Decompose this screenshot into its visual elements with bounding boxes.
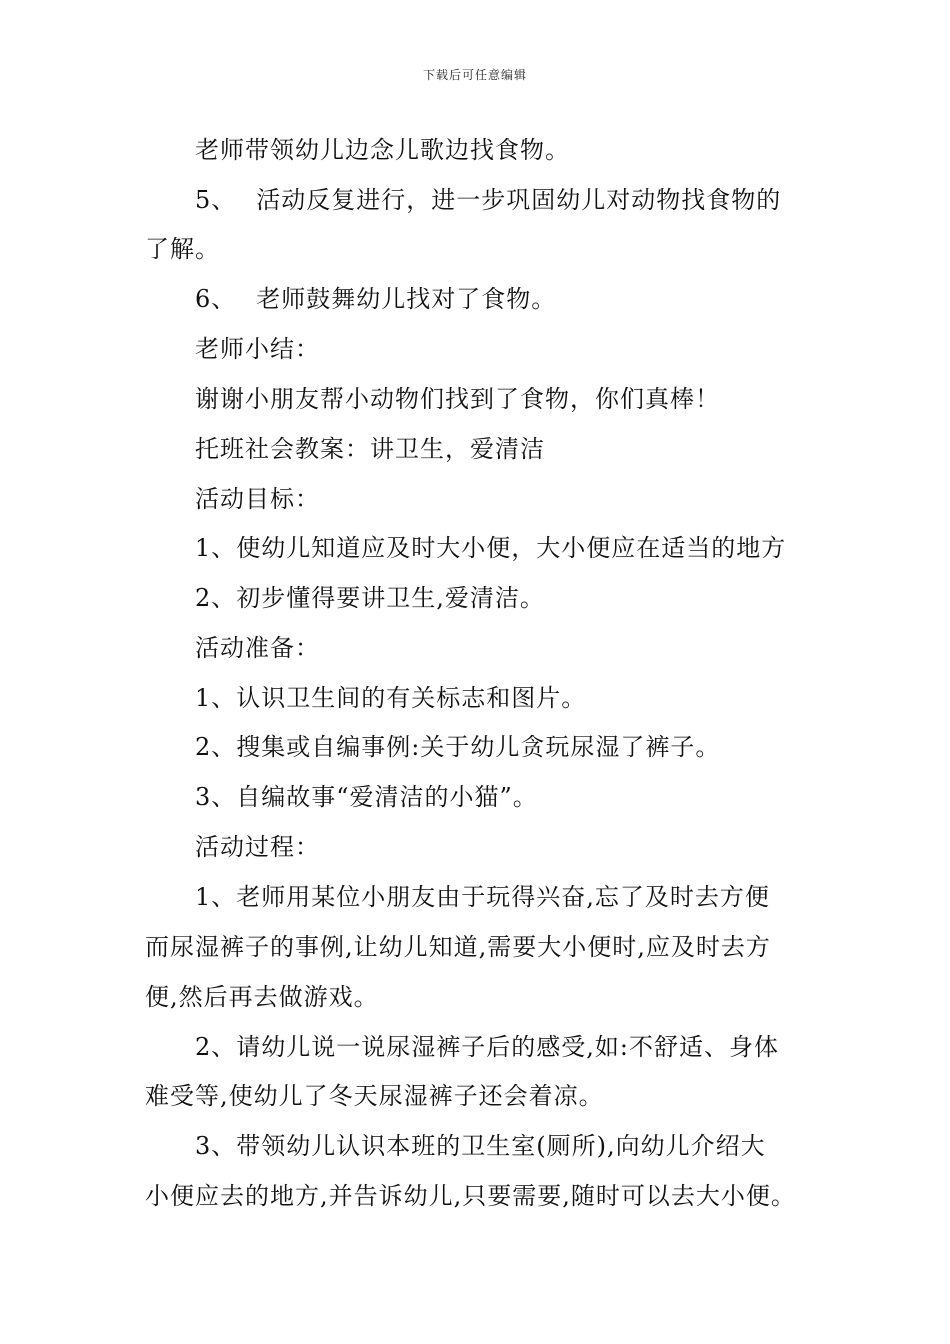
document-title: 托班社会教案：讲卫生，爱清洁 (195, 435, 545, 463)
text-line: 3、带领幼儿认识本班的卫生室(厕所),向幼儿介绍大 (195, 1132, 766, 1160)
text-line: 而尿湿裤子的事例,让幼儿知道,需要大小便时,应及时去方 (145, 933, 771, 961)
text-line: 2、请幼儿说一说尿湿裤子后的感受,如:不舒适、身体 (195, 1033, 779, 1061)
text-line: 1、老师用某位小朋友由于玩得兴奋,忘了及时去方便 (195, 883, 770, 911)
numbered-paragraph (195, 284, 556, 314)
text-line: 活动反复进行，进一步巩固幼儿对动物找食物的 (256, 186, 782, 214)
numbered-paragraph (195, 185, 781, 215)
text-line: 了解。 (145, 235, 220, 263)
list-item: 2、搜集或自编事例:关于幼儿贪玩尿湿了裤子。 (195, 733, 721, 761)
section-heading: 活动目标： (195, 485, 320, 513)
page-header: 下载后可任意编辑 (422, 68, 527, 82)
item-number: 6、 (195, 285, 237, 313)
list-item: 1、使幼儿知道应及时大小便，大小便应在适当的地方 (195, 534, 787, 562)
item-number: 5、 (195, 186, 237, 214)
section-heading: 老师小结： (195, 335, 320, 363)
list-item: 3、自编故事“爱清洁的小猫”。 (195, 783, 538, 811)
text-line: 老师带领幼儿边念儿歌边找食物。 (195, 136, 570, 164)
section-heading: 活动过程： (195, 833, 320, 861)
section-heading: 活动准备： (195, 634, 320, 662)
text-line: 老师鼓舞幼儿找对了食物。 (256, 285, 557, 313)
list-item: 1、认识卫生间的有关标志和图片。 (195, 684, 587, 712)
text-line: 小便应去的地方,并告诉幼儿,只要需要,随时可以去大小便。 (145, 1182, 796, 1210)
text-line: 谢谢小朋友帮小动物们找到了食物，你们真棒！ (195, 385, 720, 413)
text-line: 难受等,使幼儿了冬天尿湿裤子还会着凉。 (145, 1082, 604, 1110)
text-line: 便,然后再去做游戏。 (145, 983, 379, 1011)
list-item: 2、初步懂得要讲卫生,爱清洁。 (195, 584, 545, 612)
